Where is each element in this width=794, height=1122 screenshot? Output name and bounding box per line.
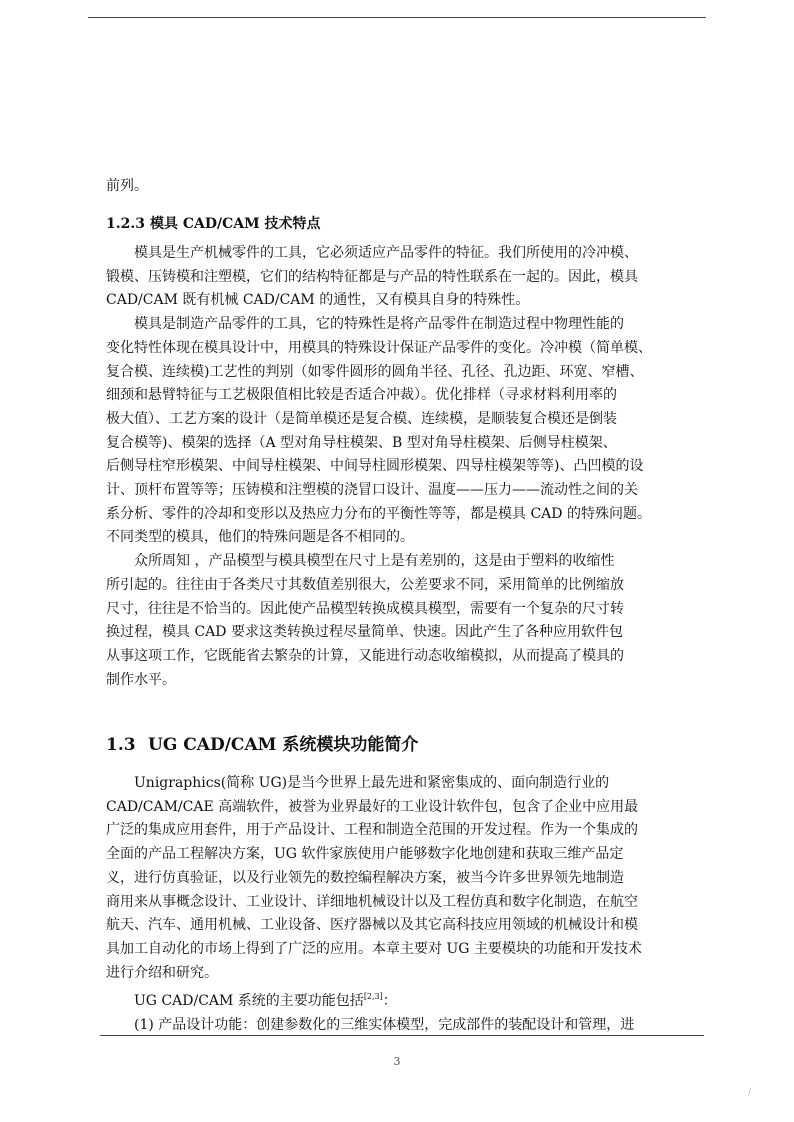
section-number: 1.3 bbox=[106, 735, 136, 755]
paragraph bbox=[106, 242, 702, 313]
paragraph bbox=[106, 313, 702, 550]
text-line: CAD/CAM/CAE 高端软件，被誉为业界最好的工业设计软件包，包含了企业中应用最 bbox=[106, 798, 639, 815]
text-line: 计、顶杆布置等等；压铸模和注塑模的浇冒口设计、温度——压力——流动性之间的关 bbox=[106, 482, 638, 499]
text-line: 细颈和悬臂特征与工艺极限值相比较是否适合冲裁）。优化排样（寻求材料利用率的 bbox=[106, 387, 617, 404]
section-body bbox=[106, 772, 702, 1038]
subsection-title: 模具 CAD/CAM 技术特点 bbox=[150, 216, 321, 232]
text-line: 商用来从事概念设计、工业设计、详细地机械设计以及工程仿真和数字化制造，在航空 bbox=[106, 893, 638, 910]
page-number: 3 bbox=[393, 1055, 401, 1068]
text-line: 广泛的集成应用套件，用于产品设计、工程和制造全范围的开发过程。作为一个集成的 bbox=[106, 822, 638, 839]
text-line: 尺寸，往往是不恰当的。因此使产品模型转换成模具模型，需要有一个复杂的尺寸转 bbox=[106, 600, 624, 617]
text-line: 系分析、零件的冷却和变形以及热应力分布的平衡性等等，都是模具 CAD 的特殊问题。 bbox=[106, 505, 651, 522]
paragraph bbox=[106, 550, 702, 692]
corner-mark: / bbox=[748, 1088, 752, 1098]
text-line: 换过程，模具 CAD 要求这类转换过程尽量简单、快速。因此产生了各种应用软件包 bbox=[106, 624, 623, 641]
text-line: CAD/CAM 既有机械 CAD/CAM 的通性，又有模具自身的特殊性。 bbox=[106, 292, 530, 309]
functions-intro-line bbox=[106, 985, 702, 1014]
functions-intro: UG CAD/CAM 系统的主要功能包括 bbox=[134, 993, 364, 1010]
text-line: 进行介绍和研究。 bbox=[106, 964, 218, 981]
section-title: UG CAD/CAM 系统模块功能简介 bbox=[148, 735, 419, 755]
text-line: 义，进行仿真验证，以及行业领先的数控编程解决方案，被当今许多世界领先地制造 bbox=[106, 869, 624, 886]
text-line: 众所周知 ，产品模型与模具模型在尺寸上是有差别的，这是由于塑料的收缩性 bbox=[134, 553, 615, 570]
text-line: 航天、汽车、通用机械、工业设备、医疗器械以及其它高科技应用领域的机械设计和模 bbox=[106, 917, 638, 934]
subsection-number: 1.2.3 bbox=[106, 216, 145, 232]
text-line: 后侧导柱窄形模架、中间导柱模架、中间导柱圆形模架、四导柱模架等等)、凸凹模的设 bbox=[106, 458, 644, 475]
footer-rule bbox=[100, 1035, 704, 1036]
text-line: 制作水平。 bbox=[106, 671, 176, 688]
text-line: 模具是制造产品零件的工具，它的特殊性是将产品零件在制造过程中物理性能的 bbox=[134, 316, 624, 333]
text-line: 从事这项工作，它既能省去繁杂的计算，又能进行动态收缩模拟，从而提高了模具的 bbox=[106, 647, 624, 664]
text-line: 复合模等)、模架的选择（A 型对角导柱模架、B 型对角导柱模架、后侧导柱模架、 bbox=[106, 434, 617, 451]
citation-ref: [2,3] bbox=[363, 992, 383, 1002]
functions-colon: ： bbox=[382, 993, 397, 1010]
paragraph bbox=[106, 772, 702, 985]
text-line: Unigraphics(简称 UG)是当今世界上最先进和紧密集成的、面向制造行业的 bbox=[134, 775, 610, 791]
text-line: 极大值）、工艺方案的设计（是简单模还是复合模、连续模，是顺装复合模还是倒装 bbox=[106, 410, 617, 427]
function-item-1: (1) 产品设计功能：创建参数化的三维实体模型，完成部件的装配设计和管理，进 bbox=[134, 1017, 635, 1034]
text-line: 变化特性体现在模具设计中，用模具的特殊设计保证产品零件的变化。冷冲模（简单模、 bbox=[106, 339, 652, 356]
text-line: 所引起的。往往由于各类尺寸其数值差别很大，公差要求不同，采用简单的比例缩放 bbox=[106, 576, 624, 593]
text-line: 锻模、压铸模和注塑模，它们的结构特征都是与产品的特性联系在一起的。因此，模具 bbox=[106, 268, 638, 285]
text-line: 不同类型的模具，他们的特殊问题是各不相同的。 bbox=[106, 529, 414, 546]
page-body bbox=[106, 175, 702, 199]
text-line: 全面的产品工程解决方案，UG 软件家族使用户能够数字化地创建和获取三维产品定 bbox=[106, 846, 624, 863]
subsection-heading bbox=[106, 213, 321, 233]
text-line: 具加工自动化的市场上得到了广泛的应用。本章主要对 UG 主要模块的功能和开发技术 bbox=[106, 940, 642, 957]
text-line: 模具是生产机械零件的工具，它必须适应产品零件的特征。我们所使用的冷冲模、 bbox=[134, 245, 638, 261]
header-rule bbox=[88, 17, 706, 18]
text-line: 复合模、连续模)工艺性的判别（如零件圆形的圆角半径、孔径、孔边距、环宽、窄槽、 bbox=[106, 363, 644, 380]
section-heading bbox=[106, 730, 418, 755]
subsection-body bbox=[106, 242, 702, 692]
continued-text: 前列。 bbox=[106, 178, 148, 194]
